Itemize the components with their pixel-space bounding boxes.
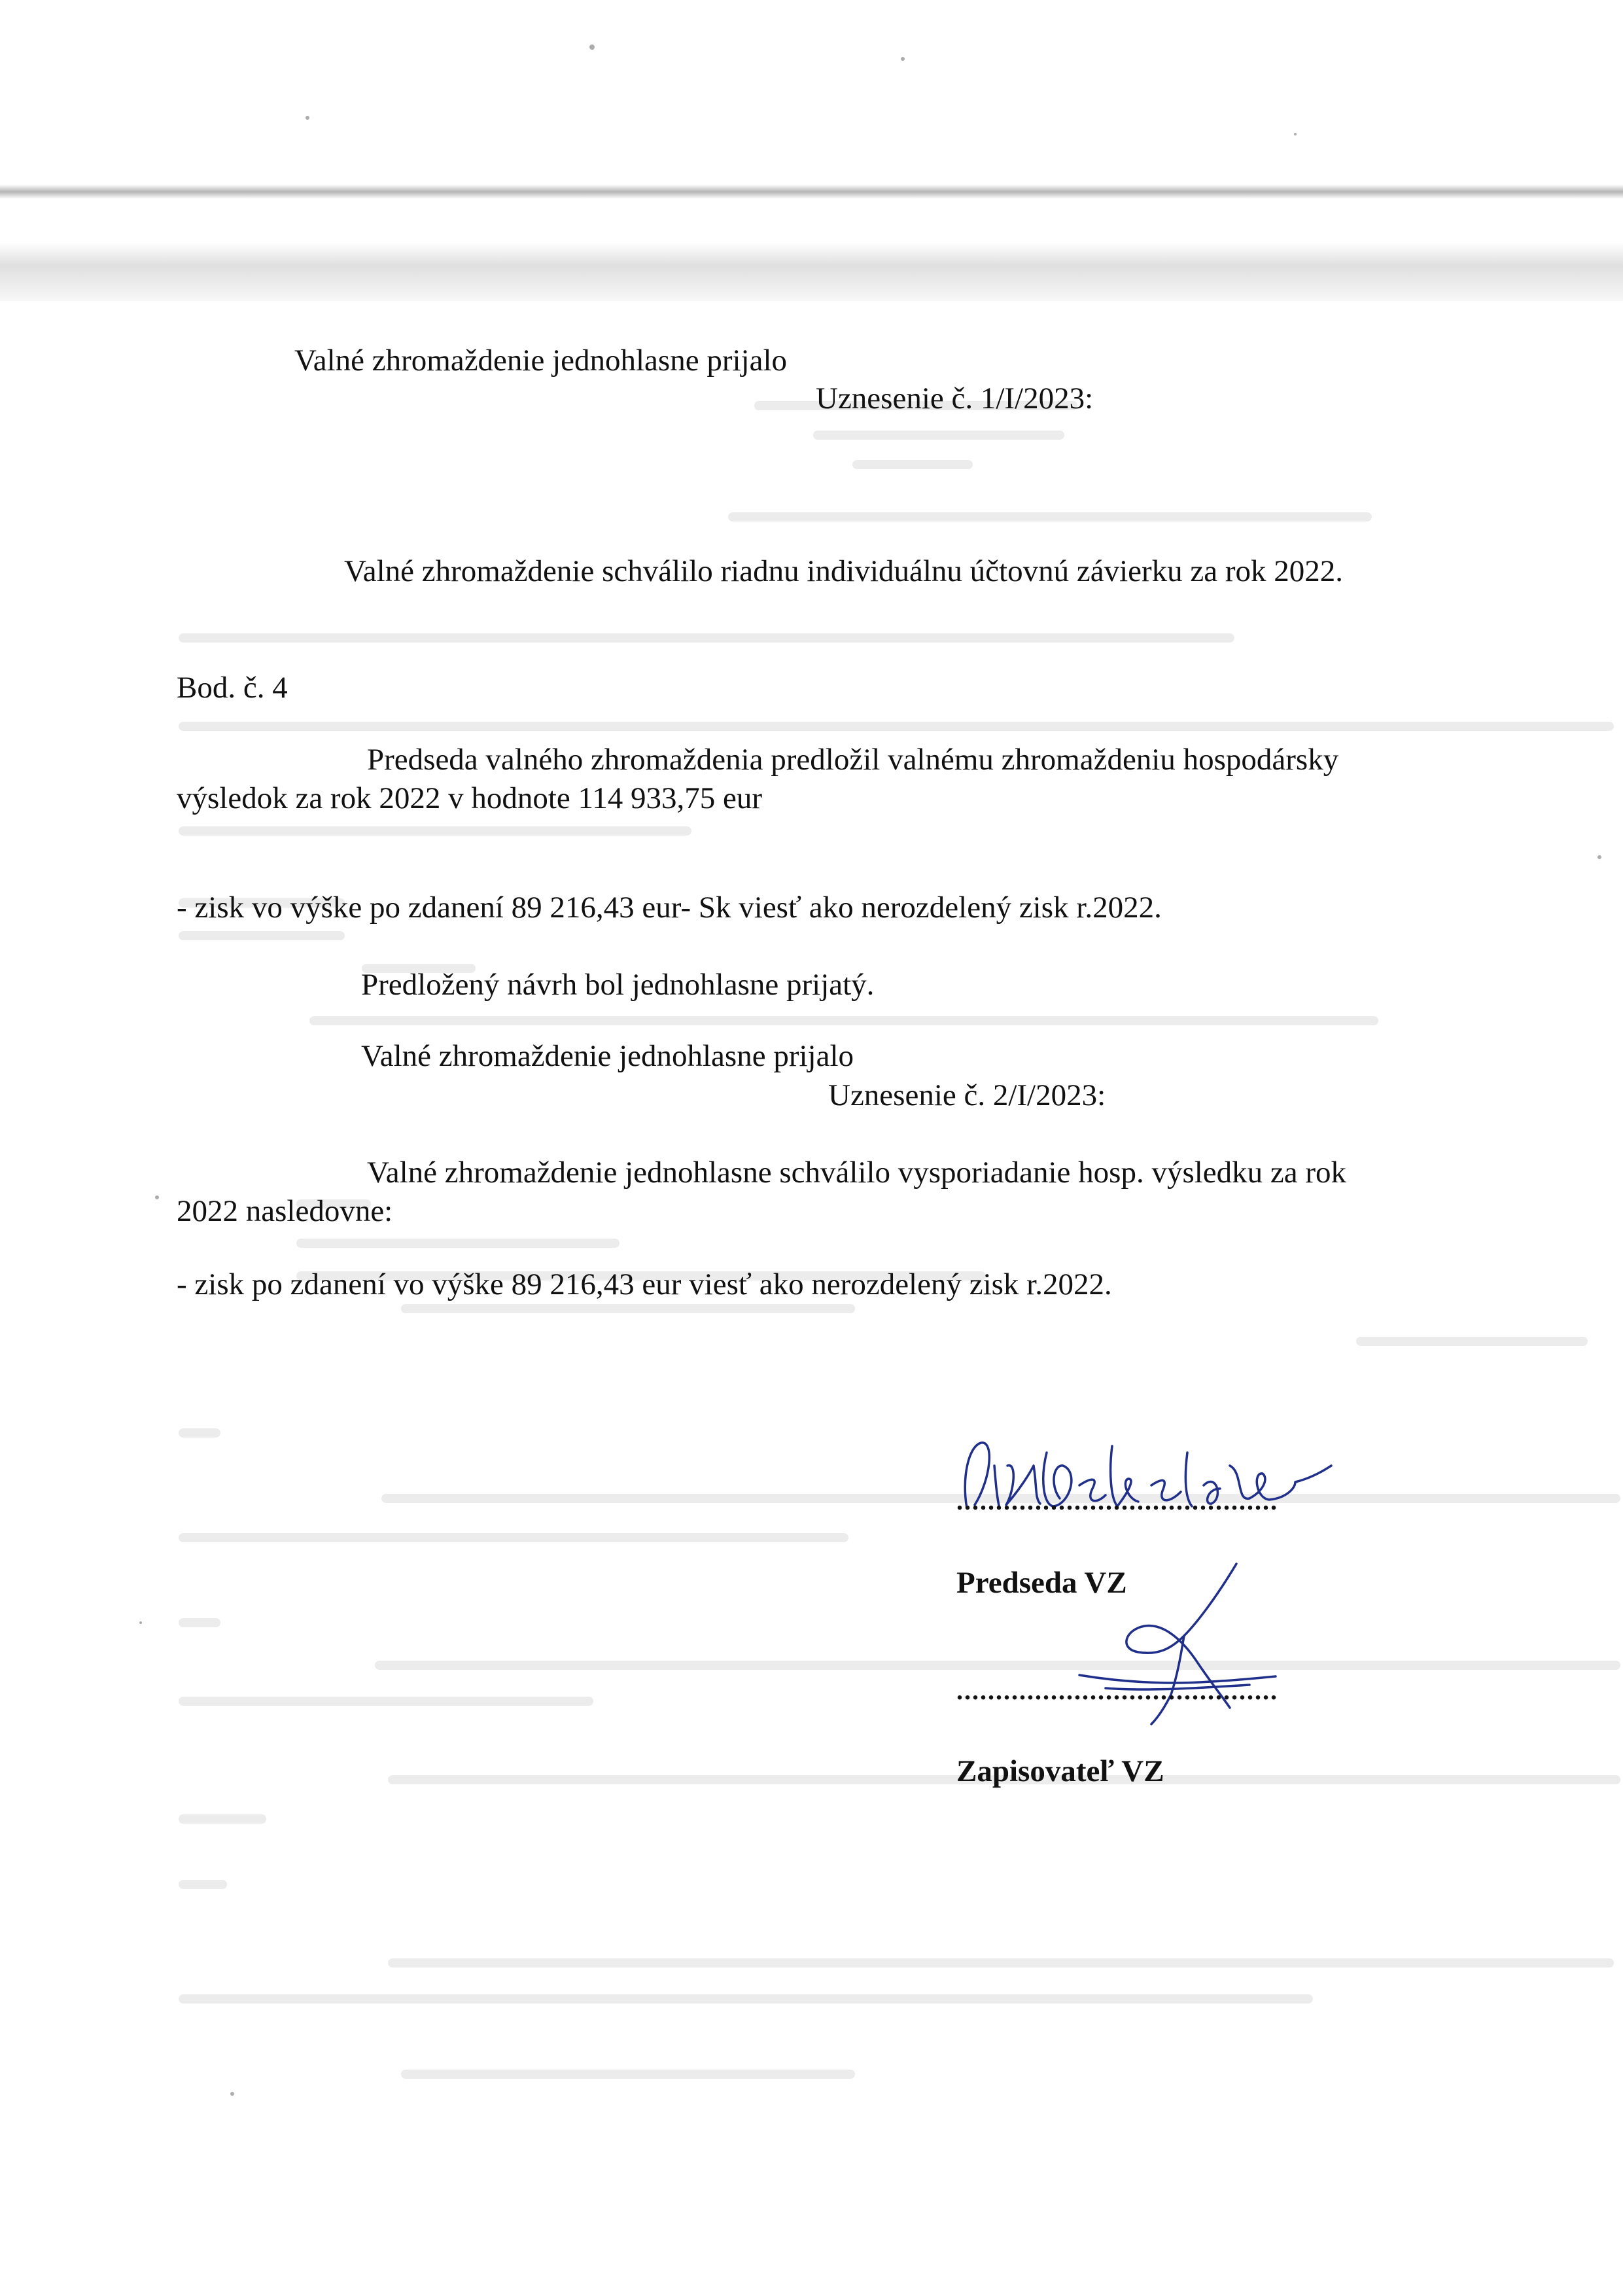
resolution-2-intro: Valné zhromaždenie jednohlasne prijalo: [361, 1039, 854, 1073]
resolution-1-intro: Valné zhromaždenie jednohlasne prijalo: [294, 344, 788, 378]
item-4-label: Bod. č. 4: [177, 671, 288, 705]
chair-signature-line: .........................................: [956, 1486, 1278, 1515]
resolution-2-text-line1: Valné zhromaždenie jednohlasne schválilo vysporiadanie hosp. výsledku za rok: [367, 1156, 1347, 1190]
item-4-paragraph-line2: výsledok za rok 2022 v hodnote 114 933,75 eur: [177, 781, 763, 815]
resolution-2-bullet: - zisk po zdanení vo výške 89 216,43 eur viesť ako nerozdelený zisk r.2022.: [177, 1267, 1112, 1301]
item-4-accepted: Predložený návrh bol jednohlasne prijatý.: [361, 968, 875, 1002]
recorder-label: Zapisovateľ VZ: [956, 1754, 1164, 1788]
item-4-bullet: - zisk vo výške po zdanení 89 216,43 eur- Sk viesť ako nerozdelený zisk r.2022.: [177, 891, 1162, 925]
resolution-2-text-line2: 2022 nasledovne:: [177, 1194, 393, 1228]
resolution-1-text: Valné zhromaždenie schválilo riadnu individuálnu účtovnú závierku za rok 2022.: [344, 554, 1344, 588]
resolution-2-number: Uznesenie č. 2/I/2023:: [828, 1078, 1106, 1112]
chair-label: Predseda VZ: [956, 1566, 1127, 1600]
recorder-signature-line: .........................................: [956, 1676, 1278, 1705]
resolution-1-number: Uznesenie č. 1/I/2023:: [816, 381, 1094, 415]
item-4-paragraph-line1: Predseda valného zhromaždenia predložil valnému zhromaždeniu hospodársky: [367, 743, 1339, 777]
